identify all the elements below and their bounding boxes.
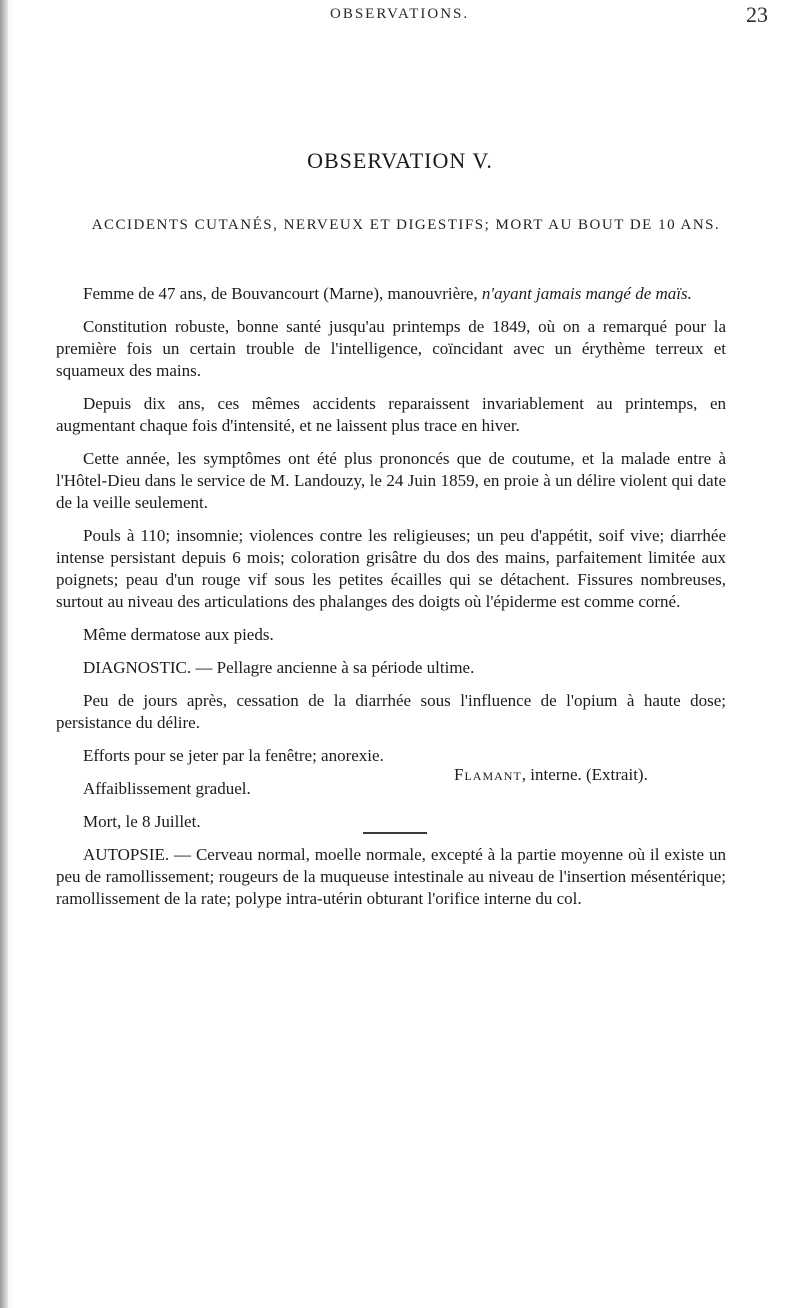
paragraph-recurrence: Depuis dix ans, ces mêmes accidents reparaissent invariablement au printemps, en augmentant chaque fois d'intensité, et ne laissent plus trace en hiver. [56,394,726,435]
paragraph-symptoms: Pouls à 110; insomnie; violences contre les religieuses; un peu d'appétit, soif vive; diarrhée intense persistant depuis 6 mois; coloration grisâtre du dos des mains, parfaitement limitée aux poignets; peau d'un rouge vif sous les petites écailles qui se détachent. Fissures nombreuses, surtout au niveau des articulations des phalanges des doigts où l'épiderme est comme corné. [56,526,726,611]
observation-subtitle: ACCIDENTS CUTANÉS, NERVEUX ET DIGESTIFS; MORT AU BOUT DE 10 ANS. [91,217,721,233]
end-rule-divider [363,832,427,834]
scan-edge-shadow [0,0,8,1308]
intro-paragraph [56,283,726,305]
running-head: OBSERVATIONS. [330,6,470,22]
paragraph-feet: Même dermatose aux pieds. [83,625,274,644]
paragraph-diagnosis: DIAGNOSTIC. — Pellagre ancienne à sa période ultime. [83,658,475,677]
paragraph-constitution: Constitution robuste, bonne santé jusqu'au printemps de 1849, où on a remarqué pour la première fois un certain trouble de l'intelligence, coïncidant avec un érythème terreux et squameux des mains. [56,317,726,380]
paragraph-death: Mort, le 8 Juillet. [83,812,201,831]
observation-body [56,283,726,921]
intro-text: Femme de 47 ans, de Bouvancourt (Marne), manouvrière, [83,284,482,303]
paragraph-efforts: Efforts pour se jeter par la fenêtre; anorexie. [83,746,384,765]
paragraph-admission: Cette année, les symptômes ont été plus prononcés que de coutume, et la malade entre à l'Hôtel-Dieu dans le service de M. Landouzy, le 24 Juin 1859, en proie à un délire violent qui date de la veille seulement. [56,449,726,512]
paragraph-treatment: Peu de jours après, cessation de la diarrhée sous l'influence de l'opium à haute dose; persistance du délire. [56,691,726,732]
paragraph-weakening: Affaiblissement graduel. [83,779,251,798]
paragraph-autopsy: AUTOPSIE. — Cerveau normal, moelle normale, excepté à la partie moyenne où il existe un peu de ramollissement; rougeurs de la muqueuse intestinale au niveau de l'insertion mésentérique; ramollissement de la rate; polype intra-utérin obturant l'orifice interne du col. [56,845,726,908]
signature-name: Flamant [454,765,522,784]
observation-title: OBSERVATION V. [307,148,493,173]
signature [454,765,648,785]
intro-emphasis: n'ayant jamais mangé de maïs. [481,284,692,303]
page-number: 23 [746,2,768,27]
signature-rest: , interne. (Extrait). [521,765,648,784]
